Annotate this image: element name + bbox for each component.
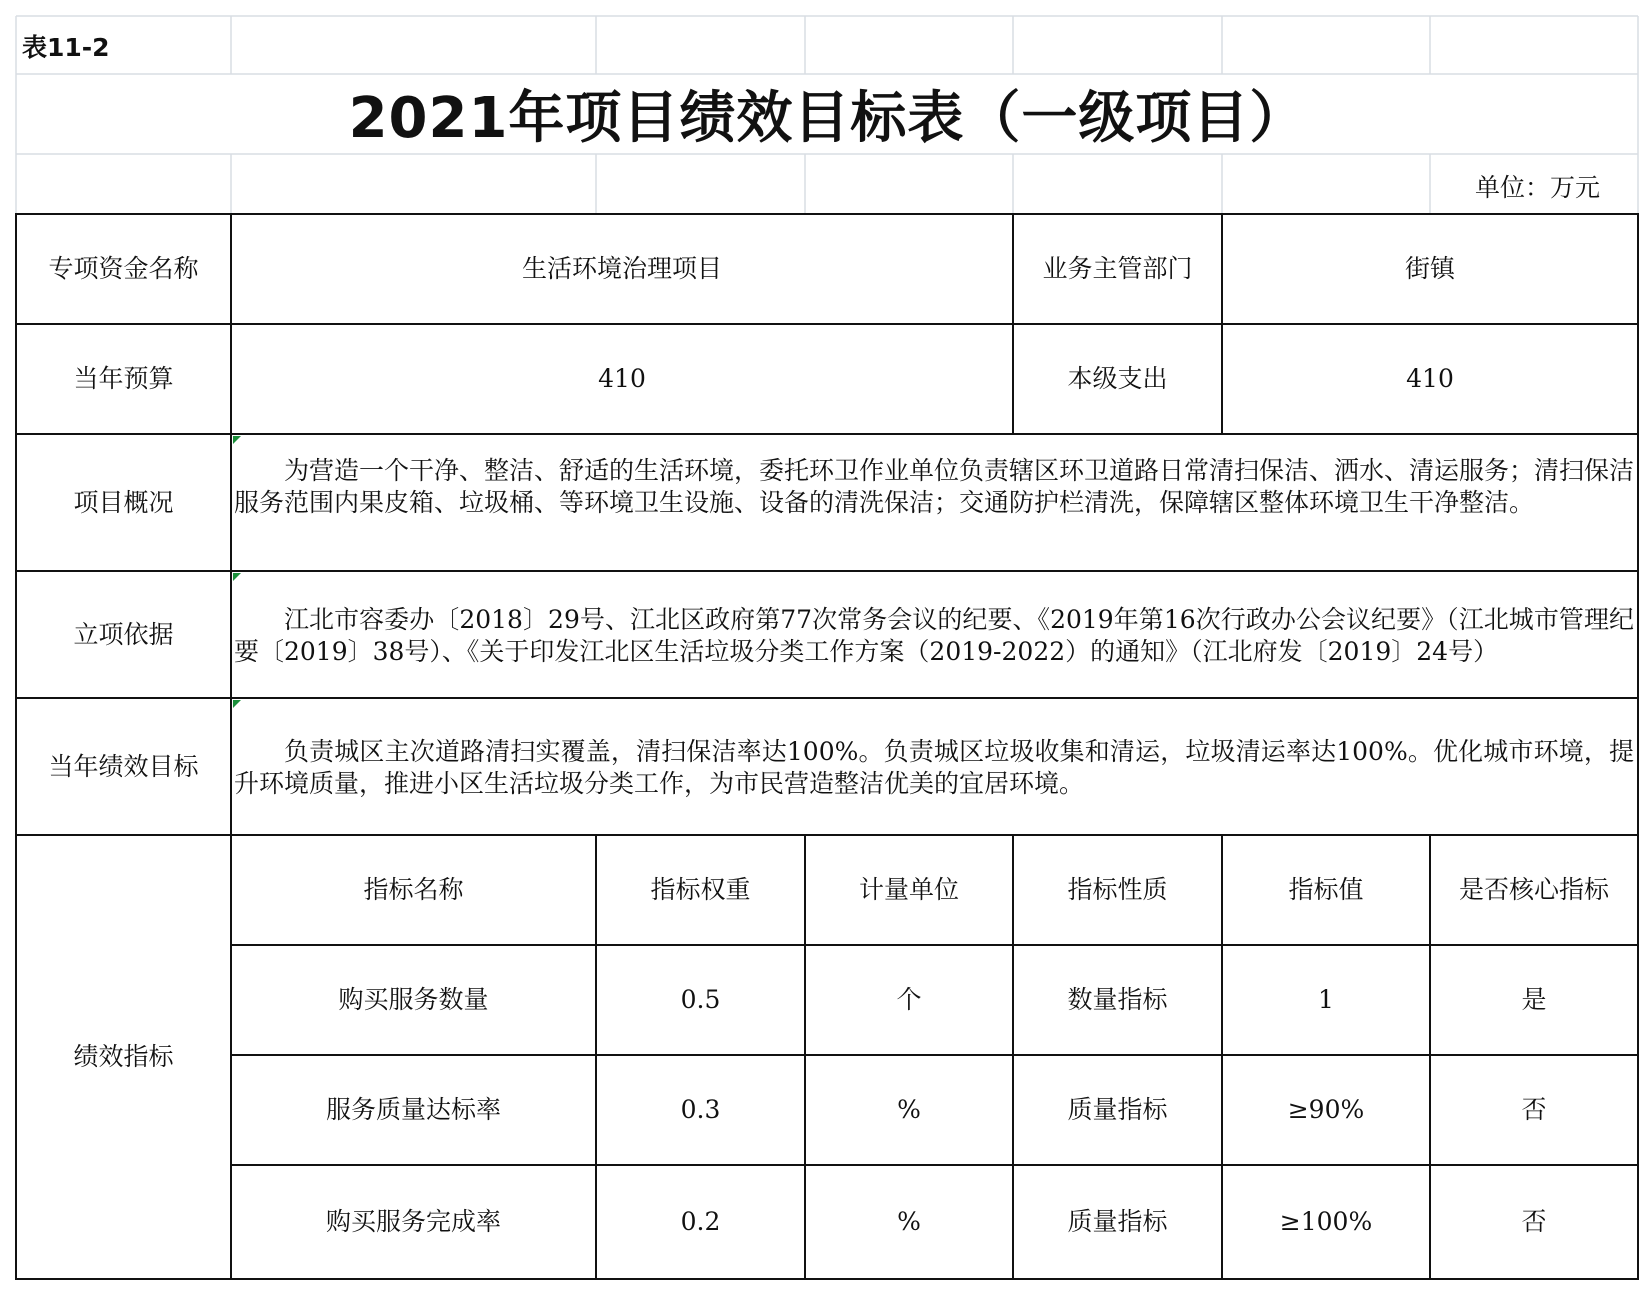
table-row-3-weight[interactable]: 0.2	[680, 1207, 721, 1236]
unit-label: 单位：万元	[1474, 173, 1600, 202]
table-row-2-core[interactable]: 否	[1521, 1095, 1547, 1124]
comment-marker-icon	[233, 436, 241, 444]
header-indicator-weight: 指标权重	[650, 875, 751, 904]
table-row-2-value[interactable]: ≥90%	[1287, 1095, 1365, 1124]
department-label: 业务主管部门	[1042, 254, 1193, 283]
table-number: 表11-2	[22, 33, 110, 62]
table-row-3-unit[interactable]: %	[897, 1207, 921, 1236]
header-nature: 指标性质	[1067, 875, 1168, 904]
budget-value[interactable]: 410	[598, 364, 646, 393]
table-row-1-weight[interactable]: 0.5	[680, 985, 721, 1014]
table-row-2-nature[interactable]: 质量指标	[1067, 1095, 1168, 1124]
fund-name-label: 专项资金名称	[48, 254, 199, 283]
expense-value[interactable]: 410	[1406, 364, 1454, 393]
department-value[interactable]: 街镇	[1404, 254, 1455, 283]
overview-text[interactable]: 为营造一个干净、整洁、舒适的生活环境，委托环卫作业单位负责辖区环卫道路日常清扫保洁、洒水、清运服务；清扫保洁服务范围内果皮箱、垃圾桶、等环境卫生设施、设备的清洗保洁；交通防护栏清洗，保障辖区整体环境卫生干净整洁。	[234, 456, 1635, 517]
header-core: 是否核心指标	[1458, 875, 1609, 904]
comment-marker-icon	[233, 700, 241, 708]
table-row-1-core[interactable]: 是	[1521, 985, 1547, 1014]
header-unit: 计量单位	[858, 875, 959, 904]
basis-label: 立项依据	[73, 619, 174, 649]
page-title: 2021年项目绩效目标表（一级项目）	[348, 86, 1307, 151]
table-row-3-value[interactable]: ≥100%	[1279, 1207, 1373, 1236]
table-row-3-name[interactable]: 购买服务完成率	[325, 1207, 501, 1236]
table-row-1-name[interactable]: 购买服务数量	[338, 985, 489, 1014]
expense-label: 本级支出	[1067, 364, 1168, 393]
goal-label: 当年绩效目标	[48, 751, 199, 781]
header-value: 指标值	[1288, 875, 1364, 904]
comment-marker-icon	[233, 573, 241, 581]
table-row-1-unit[interactable]: 个	[896, 985, 922, 1014]
table-row-3-nature[interactable]: 质量指标	[1067, 1207, 1168, 1236]
basis-text[interactable]: 江北市容委办〔2018〕29号、江北区政府第77次常务会议的纪要、《2019年第16次行政办公会议纪要》（江北城市管理纪要〔2019〕38号）、《关于印发江北区生活垃圾分类工作方案（2019-2022）的通知》（江北府发〔2019〕24号）	[234, 605, 1634, 666]
table-row-2-weight[interactable]: 0.3	[680, 1095, 721, 1124]
table-row-3-core[interactable]: 否	[1521, 1207, 1547, 1236]
table-row-1-nature[interactable]: 数量指标	[1067, 985, 1168, 1014]
indicators-section-label: 绩效指标	[73, 1042, 174, 1071]
table-row-2-name[interactable]: 服务质量达标率	[325, 1095, 501, 1124]
fund-name-value[interactable]: 生活环境治理项目	[521, 254, 722, 283]
overview-label: 项目概况	[73, 487, 174, 517]
header-indicator-name: 指标名称	[363, 875, 464, 904]
table-row-1-value[interactable]: 1	[1318, 985, 1334, 1014]
goal-text[interactable]: 负责城区主次道路清扫实覆盖，清扫保洁率达100%。负责城区垃圾收集和清运，垃圾清运率达100%。优化城市环境，提升环境质量，推进小区生活垃圾分类工作，为市民营造整洁优美的宜居环境。	[234, 737, 1634, 798]
budget-label: 当年预算	[73, 364, 174, 393]
table-row-2-unit[interactable]: %	[897, 1095, 921, 1124]
